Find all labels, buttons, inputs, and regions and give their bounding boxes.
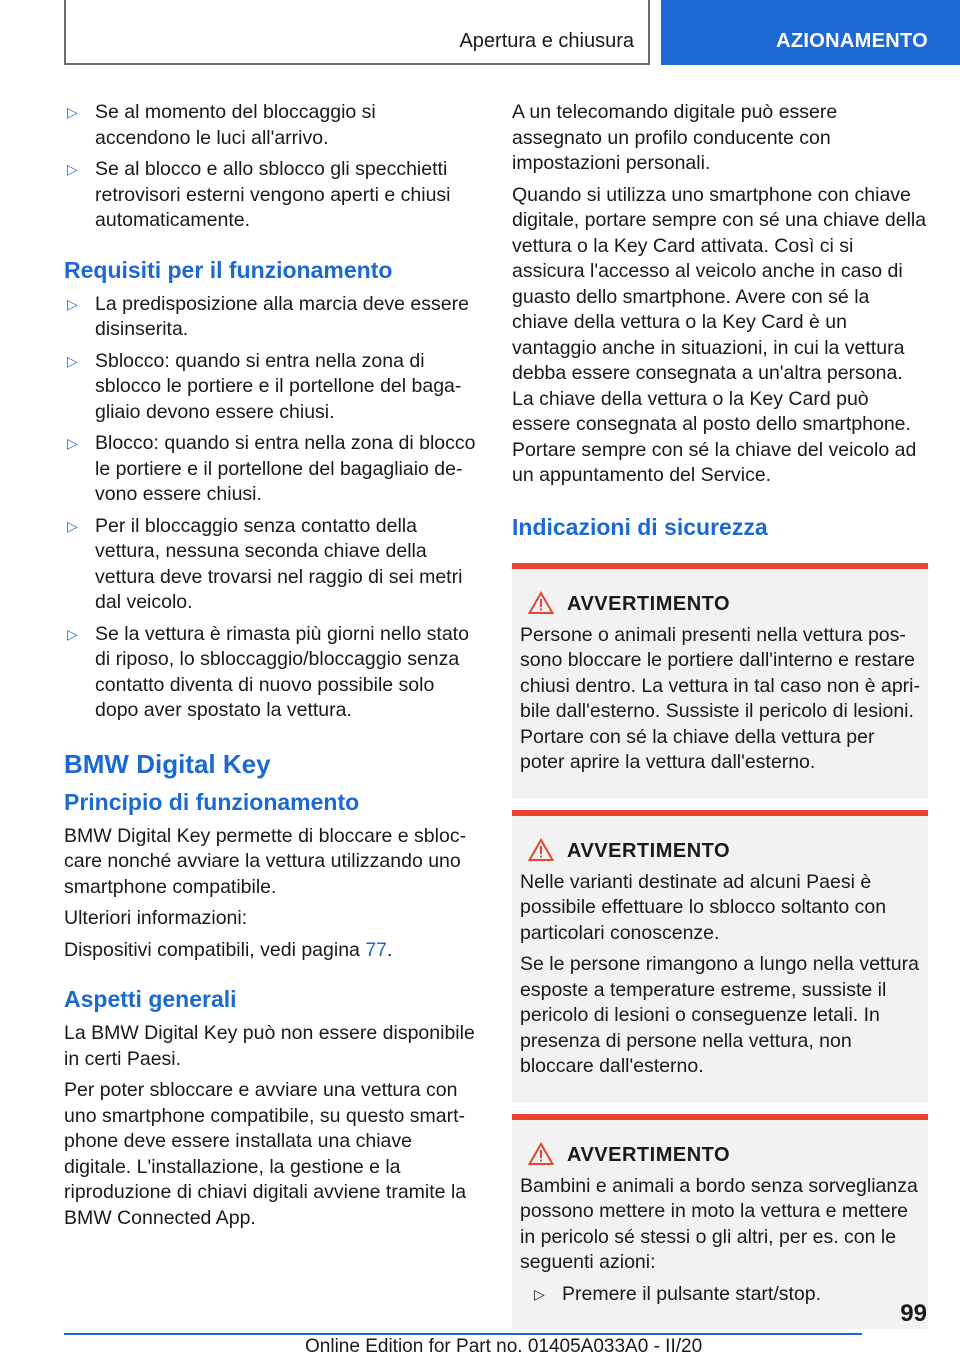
requirements-heading: Requisiti per il funzionamento <box>64 256 393 283</box>
list-item: ▷ Sblocco: quando si entra nella zona di sblocco le portiere e il portellone del bagagliaio devono essere chiusi. <box>67 349 462 423</box>
warning-label: AVVERTIMENTO <box>567 839 731 862</box>
devices-reference: Dispositivi compatibili, vedi pagina 77. <box>64 938 393 961</box>
warning-box <box>512 810 928 1102</box>
warning-box <box>512 563 928 798</box>
warning-label: AVVERTIMENTO <box>567 592 731 615</box>
right-column <box>512 100 928 1341</box>
header-chapter-box <box>661 0 960 65</box>
section-title: Apertura e chiusura <box>459 30 634 52</box>
edition-text: Online Edition for Part no. 01405A033A0 - II/20 <box>305 1336 703 1357</box>
warning-label: AVVERTIMENTO <box>567 1143 731 1166</box>
chapter-title: AZIONAMENTO <box>776 30 928 52</box>
page-number: 99 <box>900 1300 927 1327</box>
footer-divider <box>64 1333 862 1335</box>
warning-triangle-icon <box>528 838 554 862</box>
triangle-bullet-icon: ▷ <box>67 295 78 312</box>
left-column <box>64 100 476 1237</box>
warning-text: Nelle varianti destinate ad alcuni Paesi è possibile effettuare lo sblocco soltanto con particolari conoscenze. <box>520 870 887 944</box>
list-item: ▷ La predisposizione alla marcia deve essere disinserita. <box>67 292 469 340</box>
triangle-bullet-icon: ▷ <box>534 1285 545 1302</box>
triangle-bullet-icon: ▷ <box>67 625 78 642</box>
principle-text: BMW Digital Key permette di bloccare e sbloccare nonché avviare la vettura utilizzando uno smartphone compatibile. <box>64 824 467 898</box>
general-heading: Aspetti generali <box>64 986 237 1012</box>
list-item: ▷ Per il bloccaggio senza contatto della vettura, nessuna seconda chiave della vettura deve trovarsi nel raggio di sei metri dal veicolo. <box>67 514 463 613</box>
list-item: ▷ Premere il pulsante start/stop. <box>520 1282 920 1308</box>
triangle-bullet-icon: ▷ <box>67 435 78 451</box>
list-item: ▷ Se la vettura è rimasta più giorni nello stato di riposo, lo sbloccaggio/bloccaggio senza contatto diventa di nuovo possibile solo dopo aver spostato la vettura. <box>67 622 469 721</box>
triangle-bullet-icon: ▷ <box>67 352 78 369</box>
safety-heading: Indicazioni di sicurezza <box>512 513 768 540</box>
header-section-box <box>64 0 650 65</box>
warning-text: Persone o animali presenti nella vettura possono bloccare le portiere dall'interno e restare chiusi dentro. La vettura in tal caso non è apribile dall'esterno. Sussiste il pericolo di lesioni. Portare con sé la chiave della vettura per poter aprire la vettura dall'esterno. <box>520 623 920 773</box>
profile-paragraph: A un telecomando digitale può essere assegnato un profilo conducente con impostazioni personali. <box>512 101 838 174</box>
more-info-text: Ulteriori informazioni: <box>64 907 248 929</box>
warning-triangle-icon <box>528 591 554 615</box>
general-paragraph: La BMW Digital Key può non essere disponibile in certi Paesi. <box>64 1022 475 1070</box>
page-link[interactable]: 77 <box>365 938 388 961</box>
list-item: ▷ Blocco: quando si entra nella zona di blocco le portiere e il portellone del bagagliaio devono essere chiusi. <box>67 432 476 505</box>
warning-box <box>512 1114 928 1330</box>
warning-text: Se le persone rimangono a lungo nella vettura esposte a temperature estreme, sussiste il pericolo di lesioni o conseguenze letali. In presenza di persone nella vettura, non bloccare dall'esterno. <box>520 953 919 1077</box>
triangle-bullet-icon: ▷ <box>67 104 78 120</box>
triangle-bullet-icon: ▷ <box>67 517 78 534</box>
digital-key-heading: BMW Digital Key <box>64 748 271 779</box>
triangle-bullet-icon: ▷ <box>67 161 78 177</box>
general-paragraph: Per poter sbloccare e avviare una vettura con uno smartphone compatibile, su questo smartphone deve essere installata una chiave digitale. L'installazione, la gestione e la riproduzione di chiavi digitali avviene tramite la BMW Connected App. <box>64 1079 467 1229</box>
smartphone-paragraph: Quando si utilizza uno smartphone con chiave digitale, portare sempre con sé una chiave della vettura o la Key Card attivata. Così ci si assicura l'accesso al veicolo anche in caso di guasto dello smartphone. Avere con sé la chiave della vettura o la Key Card è un vantaggio anche in situazioni, in cui la vettura debba essere consegnata a un'altra persona. La chiave della vettura o la Key Card può essere consegnata al posto dello smartphone. Portare sempre con sé la chiave del veicolo ad un appuntamento del Service. <box>512 183 927 486</box>
warning-text: Bambini e animali a bordo senza sorveglianza possono mettere in moto la vettura e mettere in pericolo sé stessi o gli altri, per es. con le seguenti azioni: <box>520 1174 918 1273</box>
warning-triangle-icon <box>528 1142 554 1166</box>
principle-heading: Principio di funzionamento <box>64 788 360 815</box>
list-item: ▷ Se al momento del bloccaggio si accendono le luci all'arrivo. <box>67 101 376 149</box>
list-item: ▷ Se al blocco e allo sblocco gli specchietti retrovisori esterni vengono aperti e chiusi automaticamente. <box>67 158 451 231</box>
